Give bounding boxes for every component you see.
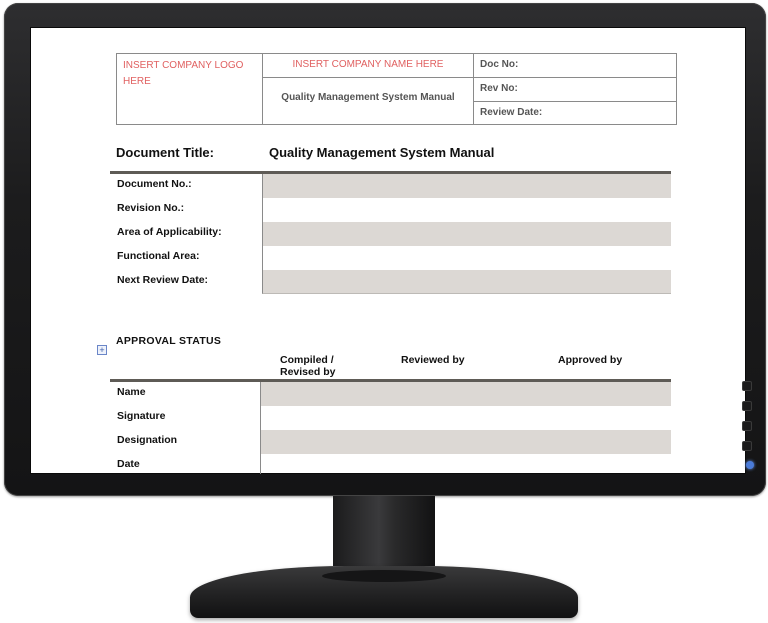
field-label-functional-area: Functional Area: bbox=[117, 250, 200, 262]
document-header-table bbox=[116, 53, 677, 125]
logo-placeholder: INSERT COMPANY LOGO HERE bbox=[117, 54, 263, 124]
approval-label-designation: Designation bbox=[117, 434, 178, 446]
field-label-next-review-date: Next Review Date: bbox=[117, 274, 209, 286]
monitor-button[interactable] bbox=[742, 441, 752, 451]
company-name-placeholder: INSERT COMPANY NAME HERE bbox=[263, 54, 474, 78]
document-title-label: Document Title: bbox=[116, 145, 214, 160]
monitor-button[interactable] bbox=[742, 421, 752, 431]
document-info-table bbox=[110, 171, 671, 294]
monitor-stand-neck bbox=[333, 496, 435, 566]
field-value-next-review-date[interactable] bbox=[262, 270, 671, 294]
manual-name: Quality Management System Manual bbox=[263, 78, 474, 124]
monitor-stand-joint bbox=[322, 570, 446, 582]
table-row bbox=[110, 454, 671, 474]
table-row bbox=[110, 246, 671, 270]
document-title-value: Quality Management System Manual bbox=[269, 145, 495, 160]
table-row bbox=[110, 406, 671, 430]
field-value-functional-area[interactable] bbox=[262, 246, 671, 270]
approval-value-designation[interactable] bbox=[260, 430, 671, 454]
review-date-label: Review Date: bbox=[480, 107, 543, 118]
rev-no-label: Rev No: bbox=[474, 78, 676, 102]
field-value-revision-no[interactable] bbox=[262, 198, 671, 222]
approval-table bbox=[110, 379, 671, 474]
field-label-area-of-applicability: Area of Applicability: bbox=[117, 226, 222, 238]
approval-value-signature[interactable] bbox=[260, 406, 671, 430]
table-row bbox=[110, 270, 671, 294]
field-value-document-no[interactable] bbox=[262, 174, 671, 198]
monitor-screen bbox=[30, 27, 746, 474]
field-label-revision-no: Revision No.: bbox=[117, 202, 185, 214]
approval-value-name[interactable] bbox=[260, 382, 671, 406]
table-row bbox=[110, 198, 671, 222]
power-led-icon bbox=[746, 461, 754, 469]
column-header-approved: Approved by bbox=[558, 354, 623, 366]
table-row bbox=[110, 382, 671, 406]
column-header-compiled: Compiled / Revised by bbox=[280, 354, 336, 378]
monitor-bezel bbox=[4, 3, 766, 496]
monitor-side-buttons bbox=[742, 381, 756, 461]
move-table-icon[interactable]: + bbox=[97, 345, 107, 355]
approval-label-signature: Signature bbox=[117, 410, 166, 422]
doc-no-label: Doc No: bbox=[474, 54, 676, 78]
document-page bbox=[30, 27, 746, 474]
table-row bbox=[110, 430, 671, 454]
table-row bbox=[110, 222, 671, 246]
approval-value-date[interactable] bbox=[260, 454, 671, 474]
monitor-button[interactable] bbox=[742, 381, 752, 391]
approval-label-date: Date bbox=[117, 458, 140, 470]
field-value-area-of-applicability[interactable] bbox=[262, 222, 671, 246]
field-label-document-no: Document No.: bbox=[117, 178, 192, 190]
column-header-reviewed: Reviewed by bbox=[401, 354, 465, 366]
table-row bbox=[110, 174, 671, 198]
monitor-button[interactable] bbox=[742, 401, 752, 411]
approval-label-name: Name bbox=[117, 386, 146, 398]
approval-status-heading: APPROVAL STATUS bbox=[116, 335, 222, 347]
